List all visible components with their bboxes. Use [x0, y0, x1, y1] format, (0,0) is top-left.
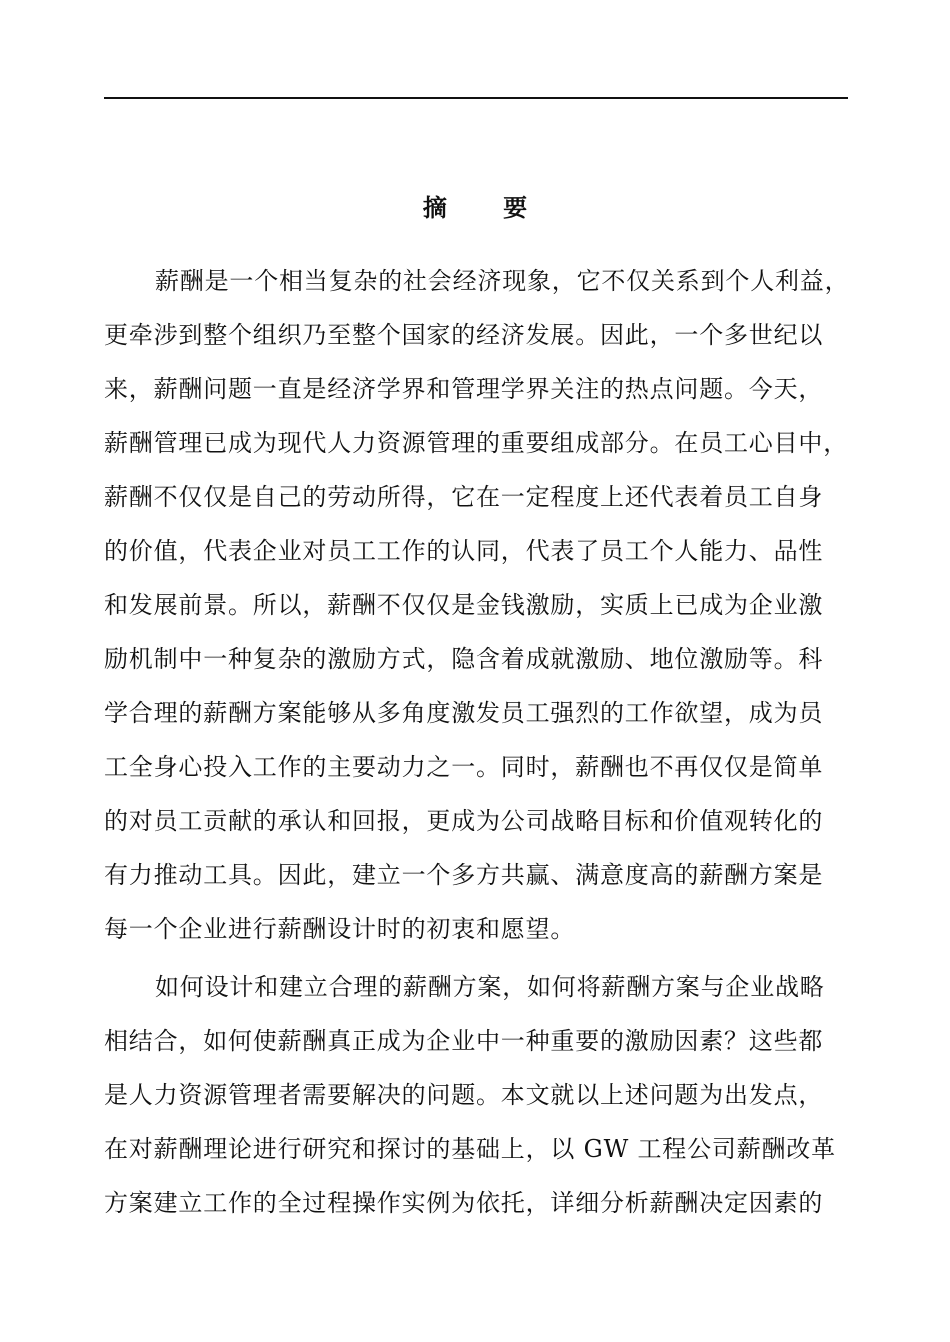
text-line-15: 相结合，如何使薪酬真正成为企业中一种重要的激励因素？这些都 [104, 1027, 824, 1055]
text-line-13: 每一个企业进行薪酬设计时的初衷和愿望。 [104, 915, 576, 943]
text-line-7: 和发展前景。所以，薪酬不仅仅是金钱激励，实质上已成为企业激 [104, 591, 824, 619]
text-line-18: 方案建立工作的全过程操作实例为依托，详细分析薪酬决定因素的 [104, 1189, 824, 1217]
header-rule [104, 97, 848, 99]
text-line-4: 薪酬管理已成为现代人力资源管理的重要组成部分。在员工心目中， [104, 429, 848, 457]
text-line-16: 是人力资源管理者需要解决的问题。本文就以上述问题为出发点， [104, 1081, 824, 1109]
text-line-8: 励机制中一种复杂的激励方式，隐含着成就激励、地位激励等。科 [104, 645, 824, 673]
text-line-17: 在对薪酬理论进行研究和探讨的基础上，以 GW 工程公司薪酬改革 [104, 1135, 836, 1163]
text-line-5: 薪酬不仅仅是自己的劳动所得，它在一定程度上还代表着员工自身 [104, 483, 824, 511]
text-line-9: 学合理的薪酬方案能够从多角度激发员工强烈的工作欲望，成为员 [104, 699, 824, 727]
text-line-3: 来，薪酬问题一直是经济学界和管理学界关注的热点问题。今天， [104, 375, 824, 403]
text-line-6: 的价值，代表企业对员工工作的认同，代表了员工个人能力、品性 [104, 537, 824, 565]
text-line-10: 工全身心投入工作的主要动力之一。同时，薪酬也不再仅仅是简单 [104, 753, 824, 781]
text-line-11: 的对员工贡献的承认和回报，更成为公司战略目标和价值观转化的 [104, 807, 824, 835]
text-line-12: 有力推动工具。因此，建立一个多方共赢、满意度高的薪酬方案是 [104, 861, 824, 889]
text-line-1: 薪酬是一个相当复杂的社会经济现象，它不仅关系到个人利益， [155, 267, 850, 295]
abstract-title: 摘 要 [422, 193, 552, 222]
text-line-14: 如何设计和建立合理的薪酬方案，如何将薪酬方案与企业战略 [155, 973, 825, 1001]
text-line-2: 更牵涉到整个组织乃至整个国家的经济发展。因此，一个多世纪以 [104, 321, 824, 349]
